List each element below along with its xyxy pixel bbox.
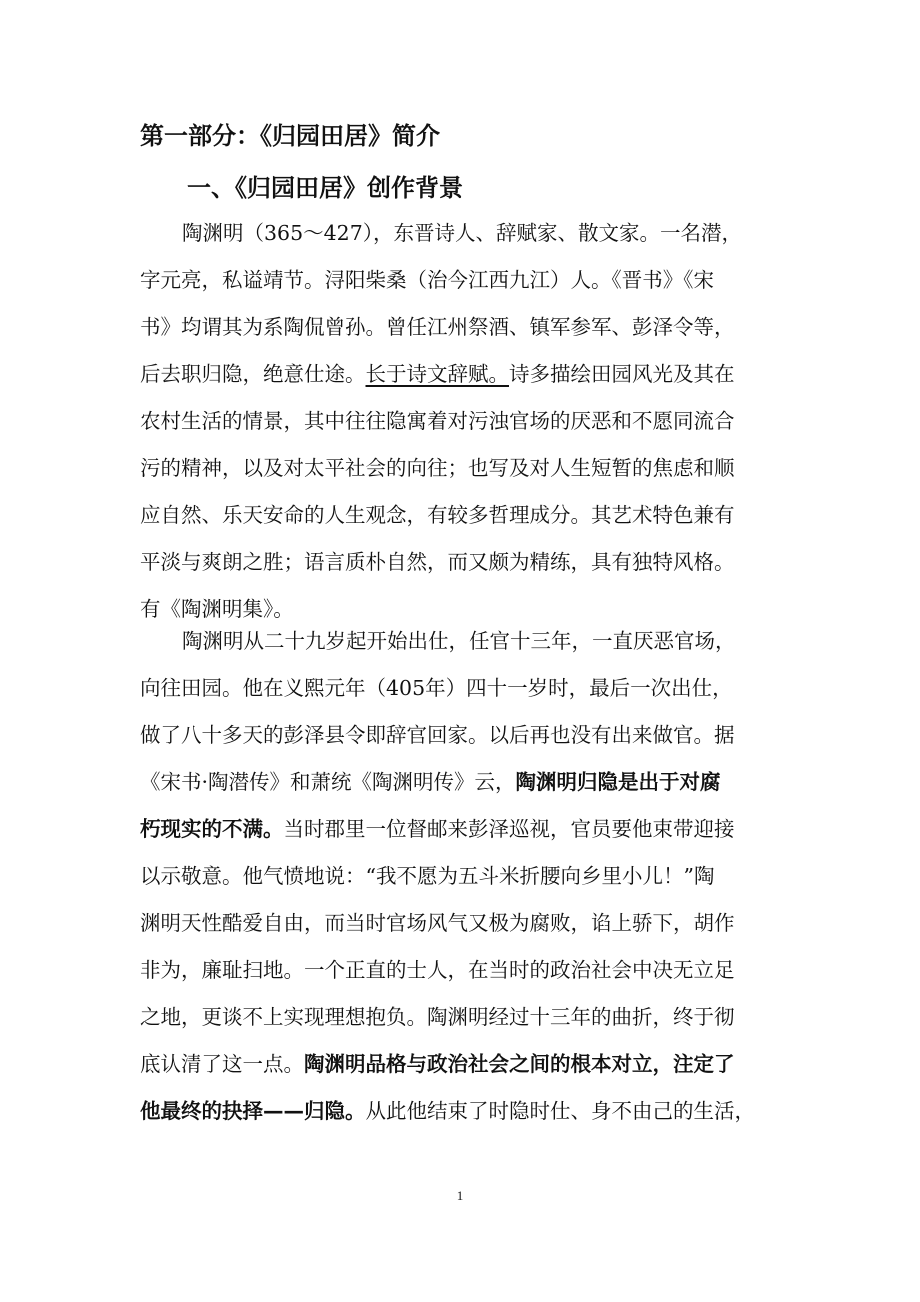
text-line: 以示敬意。他气愤地说：“我不愿为五斗米折腰向乡里小儿！”陶: [140, 864, 715, 888]
text-run: 《宋书·陶潜传》和萧统《陶渊明传》云，: [140, 770, 516, 794]
text-line: 污的精神，以及对太平社会的向往；也写及对人生短暂的焦虑和顺: [140, 456, 735, 480]
bold-text: 陶渊明品格与政治社会之间的根本对立，注定了: [304, 1052, 735, 1076]
bold-text: 陶渊明归隐是出于对腐: [515, 770, 721, 794]
underlined-text: 长于诗文辞赋。: [365, 362, 509, 386]
text-line: [140, 1041, 785, 1088]
text-line: 应自然、乐天安命的人生观念，有较多哲理成分。其艺术特色兼有: [140, 503, 735, 527]
bold-text: 朽现实的不满。: [140, 817, 284, 841]
section-heading: 第一部分：《归园田居》简介: [140, 122, 440, 150]
page-number: 1: [456, 1188, 464, 1203]
text-line: 做了八十多天的彭泽县令即辞官回家。以后再也没有出来做官。据: [140, 723, 735, 747]
text-line: 陶渊明从二十九岁起开始出仕，任官十三年，一直厌恶官场，: [182, 629, 736, 653]
text-line: 有《陶渊明集》。: [140, 597, 294, 621]
text-run: 诗多描绘田园风光及其在: [509, 362, 735, 386]
text-run: 当时郡里一位督邮来彭泽巡视，官员要他束带迎接: [283, 817, 735, 841]
text-line: [140, 759, 785, 806]
bold-text: 他最终的抉择——归隐。: [140, 1099, 366, 1123]
paragraph-background: [140, 618, 785, 1135]
text-line: [140, 351, 785, 398]
text-line: 字元亮，私谥靖节。浔阳柴桑（治今江西九江）人。《晋书》《宋: [140, 268, 714, 292]
text-line: 渊明天性酷爱自由，而当时官场风气又极为腐败，谄上骄下，胡作: [140, 911, 735, 935]
text-run: 从此他结束了时隐时仕、身不由己的生活，: [365, 1099, 755, 1123]
subsection-heading: 一、《归园田居》创作背景: [187, 174, 463, 202]
text-line: 平淡与爽朗之胜；语言质朴自然，而又颇为精练，具有独特风格。: [140, 550, 735, 574]
paragraph-biography: [140, 210, 785, 633]
text-line: 陶渊明（365～427），东晋诗人、辞赋家、散文家。一名潜，: [182, 221, 743, 245]
text-line: 书》均谓其为系陶侃曾孙。曾任江州祭酒、镇军参军、彭泽令等，: [140, 315, 735, 339]
text-line: [140, 1088, 785, 1135]
text-run: 后去职归隐，绝意仕途。: [140, 362, 366, 386]
text-run: 底认清了这一点。: [140, 1052, 304, 1076]
text-line: [140, 806, 785, 853]
text-line: 农村生活的情景，其中往往隐寓着对污浊官场的厌恶和不愿同流合: [140, 409, 735, 433]
text-line: 非为，廉耻扫地。一个正直的士人，在当时的政治社会中决无立足: [140, 958, 735, 982]
text-line: 之地，更谈不上实现理想抱负。陶渊明经过十三年的曲折，终于彻: [140, 1005, 735, 1029]
text-line: 向往田园。他在义熙元年（405年）四十一岁时，最后一次出仕，: [140, 676, 733, 700]
